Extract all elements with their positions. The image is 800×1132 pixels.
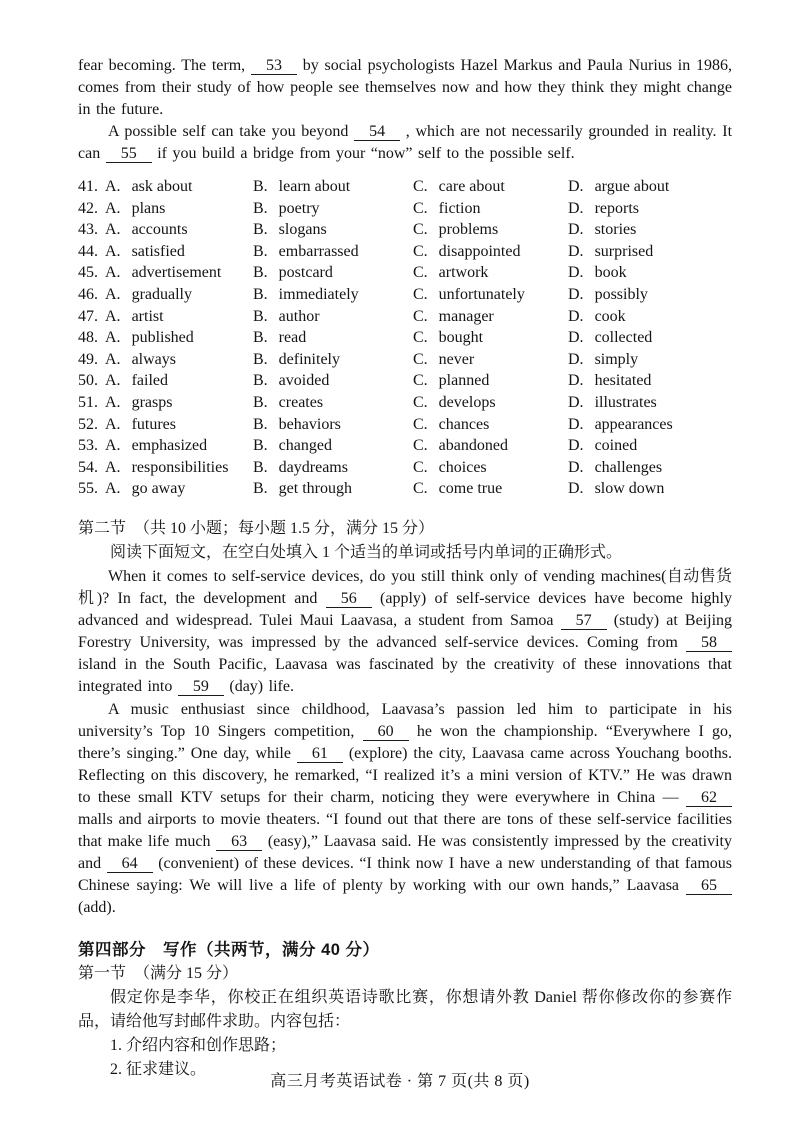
choice-letter: D.	[568, 437, 584, 455]
choice-letter: D.	[568, 221, 584, 239]
choice-text: learn about	[278, 178, 351, 195]
option-cell	[253, 435, 413, 457]
choice-text: ask about	[131, 178, 193, 195]
option-row	[78, 457, 732, 479]
option-cell	[78, 198, 253, 220]
cloze-paragraph-1: fear becoming. The term, 53 by social psychologists Hazel Markus and Paula Nurius in 1986, comes from their study of how people see themselves now and how they think they might change in the future.	[78, 57, 733, 118]
option-cell	[568, 284, 732, 306]
choice-letter: A.	[105, 415, 121, 433]
choice-text: possibly	[594, 285, 648, 303]
choice-letter: A.	[105, 285, 121, 303]
question-number: 45.	[78, 264, 98, 282]
choice-letter: A.	[105, 221, 121, 239]
option-cell	[413, 176, 568, 198]
option-cell	[413, 241, 568, 263]
choice-letter: D.	[568, 480, 584, 498]
choice-text: book	[594, 264, 627, 282]
option-cell	[253, 284, 413, 306]
choice-text: planned	[438, 372, 490, 390]
section2-instruction: 阅读下面短文，在空白处填入 1 个适当的单词或括号内单词的正确形式。	[110, 543, 623, 561]
choice-letter: D.	[568, 458, 584, 476]
choice-text: definitely	[278, 350, 340, 368]
option-cell	[78, 370, 253, 392]
option-cell	[568, 370, 732, 392]
choice-text: poetry	[278, 199, 320, 217]
choice-text: surprised	[594, 242, 654, 260]
question-number: 49.	[78, 350, 98, 368]
choice-letter: B.	[253, 437, 268, 455]
section4-heading: 第四部分 写作（共两节，满分 40 分）	[78, 940, 380, 959]
choice-letter: A.	[105, 329, 121, 347]
choice-letter: C.	[413, 199, 428, 217]
choice-text: author	[278, 307, 320, 325]
choice-text: responsibilities	[131, 458, 229, 476]
blank-62: 62	[686, 789, 732, 807]
question-number: 50.	[78, 372, 98, 390]
choice-letter: C.	[413, 393, 428, 411]
choice-letter: C.	[413, 329, 428, 347]
choice-letter: D.	[568, 199, 584, 217]
choice-text: disappointed	[438, 242, 521, 260]
choice-text: appearances	[594, 415, 673, 433]
option-cell	[78, 478, 253, 500]
option-row	[78, 327, 732, 349]
option-cell	[568, 198, 732, 220]
option-row	[78, 176, 732, 198]
choice-letter: C.	[413, 350, 428, 368]
question-number: 52.	[78, 415, 98, 433]
choice-letter: B.	[253, 264, 268, 282]
choice-text: accounts	[131, 221, 188, 239]
option-cell	[568, 219, 732, 241]
choice-letter: C.	[413, 415, 428, 433]
blank-65: 65	[686, 877, 732, 895]
choice-text: avoided	[278, 372, 330, 390]
option-cell	[413, 457, 568, 479]
option-cell	[413, 306, 568, 328]
blank-59: 59	[178, 678, 224, 696]
writing-point-1: 1. 介绍内容和创作思路；	[110, 1036, 287, 1054]
option-cell	[413, 392, 568, 414]
option-row	[78, 370, 732, 392]
choice-letter: D.	[568, 264, 584, 282]
choice-letter: A.	[105, 480, 121, 498]
choice-letter: D.	[568, 242, 584, 260]
blank-58: 58	[686, 634, 732, 652]
question-number: 46.	[78, 285, 98, 303]
choice-letter: D.	[568, 350, 584, 368]
option-cell	[253, 414, 413, 436]
choice-text: immediately	[278, 285, 359, 303]
option-cell	[253, 176, 413, 198]
option-cell	[78, 414, 253, 436]
choice-letter: C.	[413, 285, 428, 303]
option-cell	[253, 262, 413, 284]
option-cell	[568, 414, 732, 436]
option-row	[78, 241, 732, 263]
option-cell	[413, 414, 568, 436]
question-number: 54.	[78, 458, 98, 476]
blank-57: 57	[561, 612, 607, 630]
choice-text: abandoned	[438, 437, 508, 455]
blank-61: 61	[297, 745, 343, 763]
option-cell	[253, 349, 413, 371]
option-row	[78, 306, 732, 328]
choice-text: simply	[594, 350, 639, 368]
question-number: 53.	[78, 437, 98, 455]
blank-53: 53	[251, 57, 297, 75]
choice-letter: A.	[105, 393, 121, 411]
option-cell	[78, 327, 253, 349]
choice-letter: B.	[253, 415, 268, 433]
choice-text: choices	[438, 458, 487, 476]
choice-text: reports	[594, 199, 639, 217]
choice-text: postcard	[278, 264, 333, 282]
choice-letter: B.	[253, 480, 268, 498]
choice-letter: D.	[568, 178, 584, 195]
choice-text: illustrates	[594, 393, 657, 411]
choice-letter: B.	[253, 221, 268, 239]
option-cell	[253, 478, 413, 500]
choice-text: stories	[594, 221, 637, 239]
choice-text: gradually	[131, 285, 192, 303]
option-cell	[78, 306, 253, 328]
option-cell	[253, 327, 413, 349]
option-cell	[568, 435, 732, 457]
choice-text: creates	[278, 393, 324, 411]
choice-letter: B.	[253, 199, 268, 217]
option-cell	[568, 457, 732, 479]
section4	[78, 938, 732, 1082]
choice-text: challenges	[594, 458, 663, 476]
option-cell	[413, 370, 568, 392]
choice-letter: C.	[413, 221, 428, 239]
choice-letter: C.	[413, 372, 428, 390]
blank-54: 54	[354, 123, 400, 141]
choice-letter: D.	[568, 393, 584, 411]
choice-text: unfortunately	[438, 285, 525, 303]
option-row	[78, 198, 732, 220]
choice-letter: B.	[253, 242, 268, 260]
option-cell	[78, 392, 253, 414]
option-cell	[78, 349, 253, 371]
writing-prompt: 假定你是李华，你校正在组织英语诗歌比赛，你想请外教 Daniel 帮你修改你的参赛作品，请给他写封邮件求助。内容包括：	[78, 988, 732, 1030]
fill-passage-paragraph-2: A music enthusiast since childhood, Laavasa’s passion led him to participate in his university’s Top 10 Singers competition, 60 he won the championship. “Everywhere I go, there’s singing.” One day, while 61 (explore) the city, Laavasa came across Youchang booths. Reflecting on this discovery, he remarked, “I realized it’s a mini version of KTV.” He was drawn to these small KTV setups for their charm, noticing they were everywhere in China — 62 malls and airports to movie theaters. “I found out that there are tons of these self-service facilities that make life much 63 (easy),” Laavasa said. He was consistently impressed by the creativity and 64 (convenient) of these devices. “I think now I have a new understanding of that famous Chinese saying: We will live a life of plenty by working with our own hands,” Laavasa 65 (add).	[78, 700, 733, 916]
blank-63: 63	[216, 833, 262, 851]
choice-letter: C.	[413, 458, 428, 476]
question-number: 47.	[78, 307, 98, 325]
choice-text: manager	[438, 307, 494, 325]
option-cell	[568, 241, 732, 263]
option-cell	[253, 241, 413, 263]
choice-letter: B.	[253, 458, 268, 476]
blank-55: 55	[106, 145, 152, 163]
choice-text: emphasized	[131, 437, 208, 455]
option-row	[78, 219, 732, 241]
option-cell	[413, 327, 568, 349]
choice-letter: D.	[568, 307, 584, 325]
question-number: 41.	[78, 178, 98, 195]
option-row	[78, 478, 732, 500]
option-cell	[568, 349, 732, 371]
option-row	[78, 392, 732, 414]
choice-text: failed	[131, 372, 168, 390]
choice-text: bought	[438, 329, 484, 347]
question-number: 51.	[78, 393, 98, 411]
option-cell	[413, 478, 568, 500]
option-cell	[78, 435, 253, 457]
option-cell	[78, 262, 253, 284]
choice-text: changed	[278, 437, 332, 455]
choice-text: always	[131, 350, 176, 368]
option-cell	[78, 284, 253, 306]
choice-letter: B.	[253, 178, 268, 195]
choice-text: get through	[278, 480, 352, 498]
option-cell	[413, 262, 568, 284]
choice-text: read	[278, 329, 307, 347]
option-cell	[413, 349, 568, 371]
choice-text: develops	[438, 393, 496, 411]
choice-letter: D.	[568, 415, 584, 433]
choice-text: advertisement	[131, 264, 222, 282]
option-cell	[78, 219, 253, 241]
choice-text: artist	[131, 307, 164, 325]
option-cell	[78, 176, 253, 198]
choice-letter: A.	[105, 437, 121, 455]
choice-text: cook	[594, 307, 626, 325]
choice-letter: B.	[253, 307, 268, 325]
choice-letter: C.	[413, 480, 428, 498]
choice-text: never	[438, 350, 475, 368]
choice-text: problems	[438, 221, 499, 239]
question-number: 43.	[78, 221, 98, 239]
option-row	[78, 435, 732, 457]
option-cell	[413, 435, 568, 457]
choice-letter: A.	[105, 264, 121, 282]
choice-letter: B.	[253, 393, 268, 411]
option-cell	[78, 457, 253, 479]
option-cell	[568, 262, 732, 284]
option-cell	[253, 370, 413, 392]
option-cell	[568, 176, 732, 198]
question-number: 42.	[78, 199, 98, 217]
choice-letter: D.	[568, 285, 584, 303]
choice-letter: B.	[253, 329, 268, 347]
choice-letter: C.	[413, 178, 428, 195]
choice-letter: D.	[568, 329, 584, 347]
choice-letter: C.	[413, 307, 428, 325]
section2	[78, 517, 732, 919]
choice-text: embarrassed	[278, 242, 359, 260]
option-cell	[413, 284, 568, 306]
choice-letter: B.	[253, 372, 268, 390]
choice-letter: D.	[568, 372, 584, 390]
choice-letter: C.	[413, 242, 428, 260]
choice-letter: C.	[413, 264, 428, 282]
choice-text: chances	[438, 415, 490, 433]
option-cell	[568, 306, 732, 328]
choice-text: care about	[438, 178, 505, 195]
choice-text: slow down	[594, 480, 665, 498]
option-cell	[253, 392, 413, 414]
page-content	[78, 55, 732, 1082]
option-row	[78, 349, 732, 371]
option-cell	[413, 219, 568, 241]
choice-text: futures	[131, 415, 176, 433]
option-row	[78, 414, 732, 436]
option-cell	[253, 306, 413, 328]
choice-text: plans	[131, 199, 166, 217]
choice-text: slogans	[278, 221, 327, 239]
choice-text: collected	[594, 329, 653, 347]
question-number: 48.	[78, 329, 98, 347]
choice-letter: A.	[105, 199, 121, 217]
choice-letter: A.	[105, 307, 121, 325]
choice-letter: B.	[253, 350, 268, 368]
writing-point-2: 2. 征求建议。	[110, 1060, 207, 1078]
option-cell	[253, 457, 413, 479]
choice-letter: B.	[253, 285, 268, 303]
choice-text: go away	[131, 480, 186, 498]
choice-text: behaviors	[278, 415, 341, 433]
choice-text: argue about	[594, 178, 670, 195]
fill-passage-paragraph-1: When it comes to self-service devices, do you still think only of vending machines(自动售货机)? In fact, the development and 56 (apply) of self-service devices have become highly advanced and widespread. Tulei Maui Laavasa, a student from Samoa 57 (study) at Beijing Forestry University, was impressed by the advanced self-service devices. Coming from 58 island in the South Pacific, Laavasa was fascinated by the creativity of these innovations that integrated into 59 (day) life.	[78, 567, 733, 695]
choice-letter: A.	[105, 242, 121, 260]
option-row	[78, 262, 732, 284]
choice-letter: C.	[413, 437, 428, 455]
choice-text: come true	[438, 480, 503, 498]
options-table	[78, 176, 732, 500]
cloze-paragraph-2: A possible self can take you beyond 54 , which are not necessarily grounded in reality. It can 55 if you build a bridge from your “now” self to the possible self.	[78, 123, 733, 162]
page-footer: 高三月考英语试卷 · 第 7 页(共 8 页)	[270, 1073, 530, 1090]
choice-text: grasps	[131, 393, 173, 411]
choice-text: fiction	[438, 199, 481, 217]
option-cell	[568, 327, 732, 349]
question-number: 55.	[78, 480, 98, 498]
choice-text: artwork	[438, 264, 489, 282]
choice-letter: A.	[105, 372, 121, 390]
choice-text: published	[131, 329, 194, 347]
choice-text: satisfied	[131, 242, 185, 260]
choice-text: daydreams	[278, 458, 348, 476]
blank-56: 56	[326, 590, 372, 608]
choice-text: coined	[594, 437, 638, 455]
option-cell	[78, 241, 253, 263]
option-cell	[413, 198, 568, 220]
question-number: 44.	[78, 242, 98, 260]
blank-64: 64	[107, 855, 153, 873]
choice-letter: A.	[105, 458, 121, 476]
choice-text: hesitated	[594, 372, 652, 390]
option-row	[78, 284, 732, 306]
section4-subheading: 第一节 （满分 15 分）	[78, 964, 239, 982]
choice-letter: A.	[105, 178, 121, 195]
option-cell	[568, 392, 732, 414]
option-cell	[568, 478, 732, 500]
blank-60: 60	[363, 723, 409, 741]
option-cell	[253, 198, 413, 220]
choice-letter: A.	[105, 350, 121, 368]
section2-heading: 第二节 （共 10 小题；每小题 1.5 分，满分 15 分）	[78, 519, 435, 537]
option-cell	[253, 219, 413, 241]
